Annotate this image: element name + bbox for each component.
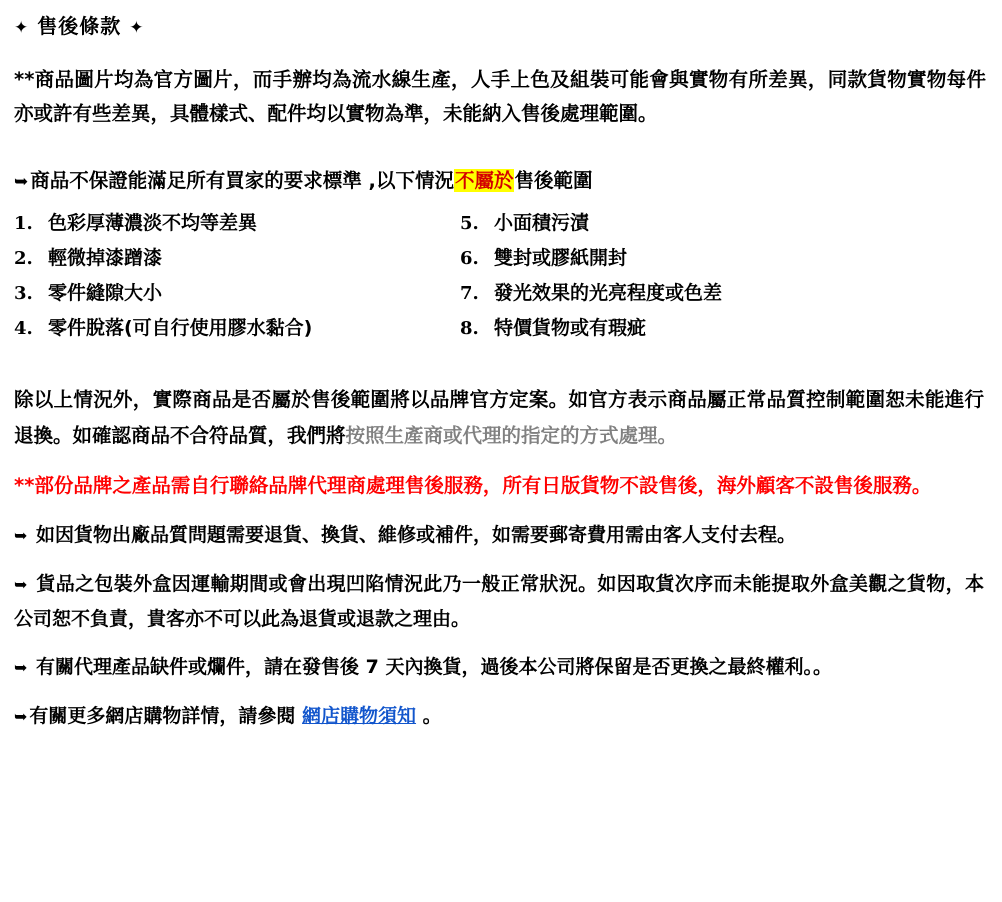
exclusion-column-right — [460, 206, 722, 346]
list-item-label: 雙封或膠紙開封 — [494, 247, 628, 269]
list-item — [14, 206, 312, 241]
list-item-number: 8. — [460, 318, 479, 339]
page-title-text: 售後條款 — [37, 14, 122, 38]
arrow-icon: ➥ — [14, 658, 28, 677]
note-last — [14, 699, 984, 734]
list-item-number: 2. — [14, 248, 33, 269]
exclusion-column-left — [14, 206, 312, 346]
policy-paragraph-part1: 除以上情況外，實際商品是否屬於售後範圍將以品牌官方定案。如官方表示商品屬正常品質控制範圍恕未能進行退換。如確認商品不合符品質，我們將 — [14, 388, 984, 447]
list-item-number: 3. — [14, 283, 33, 304]
red-notice: **部份品牌之產品需自行聯絡品牌代理商處理售後服務，所有日版貨物不設售後，海外顧客不設售後服務。 — [14, 474, 932, 497]
policy-paragraph — [14, 382, 984, 454]
note-last-after: 。 — [416, 705, 442, 727]
list-item-label: 零件脫落(可自行使用膠水黏合) — [48, 317, 313, 339]
arrow-icon: ➥ — [14, 526, 28, 545]
page-title — [14, 10, 1002, 39]
list-item-label: 色彩厚薄濃淡不均等差異 — [48, 212, 258, 234]
list-item-label: 發光效果的光亮程度或色差 — [494, 282, 723, 304]
note-2-text: 貨品之包裝外盒因運輸期間或會出現凹陷情況此乃一般正常狀況。如因取貨次序而未能提取外盒美觀之貨物，本公司恕不負責，貴客亦不可以此為退貨或退款之理由。 — [14, 573, 984, 630]
list-item — [460, 206, 722, 241]
note-2 — [14, 567, 984, 636]
list-item-number: 1. — [14, 213, 33, 234]
list-item-number: 5. — [460, 213, 479, 234]
list-item — [460, 276, 722, 311]
exclusion-heading — [14, 165, 1002, 198]
list-item-number: 4. — [14, 318, 33, 339]
exclusion-heading-after: 售後範圍 — [514, 169, 593, 192]
intro-paragraph: **商品圖片均為官方圖片，而手辦均為流水線生產，人手上色及組裝可能會與實物有所差異，同款貨物實物每件亦或許有些差異，具體樣式、配件均以實物為準，未能納入售後處理範圍。 — [14, 68, 986, 125]
list-item — [14, 241, 312, 276]
list-item-label: 小面積污漬 — [494, 212, 590, 234]
arrow-icon: ➥ — [14, 172, 29, 192]
arrow-icon: ➥ — [14, 575, 28, 594]
note-3 — [14, 650, 984, 685]
star-left-icon: ✦ — [14, 18, 30, 38]
list-item-label: 特價貨物或有瑕疵 — [494, 317, 647, 339]
note-1 — [14, 518, 984, 553]
list-item-label: 零件縫隙大小 — [48, 282, 163, 304]
arrow-icon: ➥ — [14, 707, 28, 726]
exclusion-heading-before: 商品不保證能滿足所有買家的要求標準 ,以下情況 — [30, 169, 454, 192]
exclusion-heading-highlight: 不屬於 — [454, 169, 514, 192]
list-item — [14, 276, 312, 311]
shop-guide-link[interactable]: 網店購物須知 — [302, 705, 417, 727]
policy-paragraph-part2: 按照生產商或代理的指定的方式處理。 — [345, 424, 678, 447]
document-page — [0, 10, 1002, 902]
list-item — [460, 311, 722, 346]
list-item — [460, 241, 722, 276]
list-item — [14, 311, 312, 346]
list-item-number: 6. — [460, 248, 479, 269]
star-right-icon: ✦ — [129, 18, 145, 38]
list-item-number: 7. — [460, 283, 479, 304]
exclusion-list — [0, 206, 1002, 356]
list-item-label: 輕微掉漆蹭漆 — [48, 247, 163, 269]
note-last-before: 有關更多網店購物詳情，請參閱 — [29, 705, 303, 727]
note-3-text: 有關代理產品缺件或爛件，請在發售後 7 天內換貨，過後本公司將保留是否更換之最終權利。。 — [36, 656, 832, 678]
note-1-text: 如因貨物出廠品質問題需要退貨、換貨、維修或補件，如需要郵寄費用需由客人支付去程。 — [36, 524, 797, 546]
